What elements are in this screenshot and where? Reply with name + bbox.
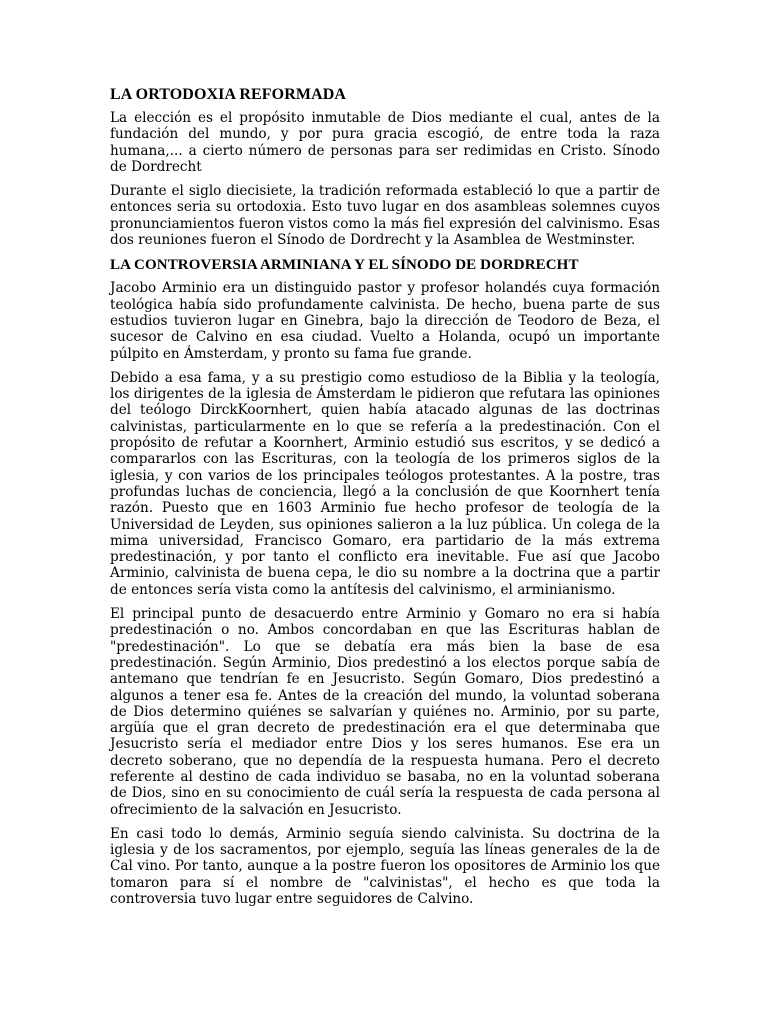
- document-page: [110, 80, 660, 915]
- section-heading-controversia: LA CONTROVERSIA ARMINIANA Y EL SÍNODO DE DORDRECHT: [110, 257, 579, 274]
- body-paragraph: Jacobo Arminio era un distinguido pastor y profesor holandés cuya formación teológica había sido profundamente calvinista. De hecho, buena parte de sus estudios tuvieron lugar en Ginebra, bajo la dirección de Teodoro de Beza, el sucesor de Calvino en esa ciudad. Vuelto a Holanda, ocupó un importante púlpito en Ámsterdam, y pronto su fama fue grande.: [110, 280, 660, 362]
- body-paragraph: Durante el siglo diecisiete, la tradición reformada estableció lo que a partir de entonces seria su ortodoxia. Esto tuvo lugar en dos asambleas solemnes cuyos pronunciamientos fueron vistos como la más fiel expresión del calvinismo. Esas dos reuniones fueron el Sínodo de Dordrecht y la Asamblea de Westminster.: [110, 183, 660, 249]
- section-heading-ortodoxia: LA ORTODOXIA REFORMADA: [110, 86, 347, 103]
- body-paragraph: Debido a esa fama, y a su prestigio como estudioso de la Biblia y la teología, los dirigentes de la iglesia de Ámsterdam le pidieron que refutara las opiniones del teólogo DirckKoornhert, quien había atacado algunas de las doctrinas calvinistas, particularmente en lo que se refería a la predestinación. Con el propósito de refutar a Koornhert, Arminio estudió sus escritos, y se dedicó a compararlos con las Escrituras, con la teología de los primeros siglos de la iglesia, y con varios de los principales teólogos protestantes. A la postre, tras profundas luchas de conciencia, llegó a la conclusión de que Koornhert tenía razón. Puesto que en 1603 Arminio fue hecho profesor de teología de la Universidad de Leyden, sus opiniones salieron a la luz pública. Un colega de la mima universidad, Francisco Gomaro, era partidario de la más extrema predestinación, y por tanto el conflicto era inevitable. Fue así que Jacobo Arminio, calvinista de buena cepa, le dio su nombre a la doctrina que a partir de entonces sería vista como la antítesis del calvinismo, el arminianismo.: [110, 369, 660, 598]
- body-paragraph: En casi todo lo demás, Arminio seguía siendo calvinista. Su doctrina de la iglesia y de los sacramentos, por ejemplo, seguía las líneas generales de la de Cal vino. Por tanto, aunque a la postre fueron los opositores de Arminio los que tomaron para sí el nombre de "calvinistas", el hecho es que toda la controversia tuvo lugar entre seguidores de Calvino.: [110, 825, 660, 908]
- epigraph-paragraph: La elección es el propósito inmutable de Dios mediante el cual, antes de la fundación del mundo, y por pura gracia escogió, de entre toda la raza humana,... a cierto número de personas para ser redimidas en Cristo. Sínodo de Dordrecht: [110, 110, 660, 175]
- body-paragraph: El principal punto de desacuerdo entre Arminio y Gomaro no era si había predestinación o no. Ambos concordaban en que las Escrituras hablan de "predestinación". Lo que se debatía era más bien la base de esa predestinación. Según Arminio, Dios predestinó a los electos porque sabía de antemano que tendrían fe en Jesucristo. Según Gomaro, Dios predestinó a algunos a tener esa fe. Antes de la creación del mundo, la voluntad soberana de Dios determino quiénes se salvarían y quiénes no. Arminio, por su parte, argüía que el gran decreto de predestinación era el que determinaba que Jesucristo sería el mediador entre Dios y los seres humanos. Ese era un decreto soberano, que no dependía de la respuesta humana. Pero el decreto referente al destino de cada individuo se basaba, no en la voluntad soberana de Dios, sino en su conocimiento de cuál sería la respuesta de cada persona al ofrecimiento de la salvación en Jesucristo.: [110, 606, 660, 818]
